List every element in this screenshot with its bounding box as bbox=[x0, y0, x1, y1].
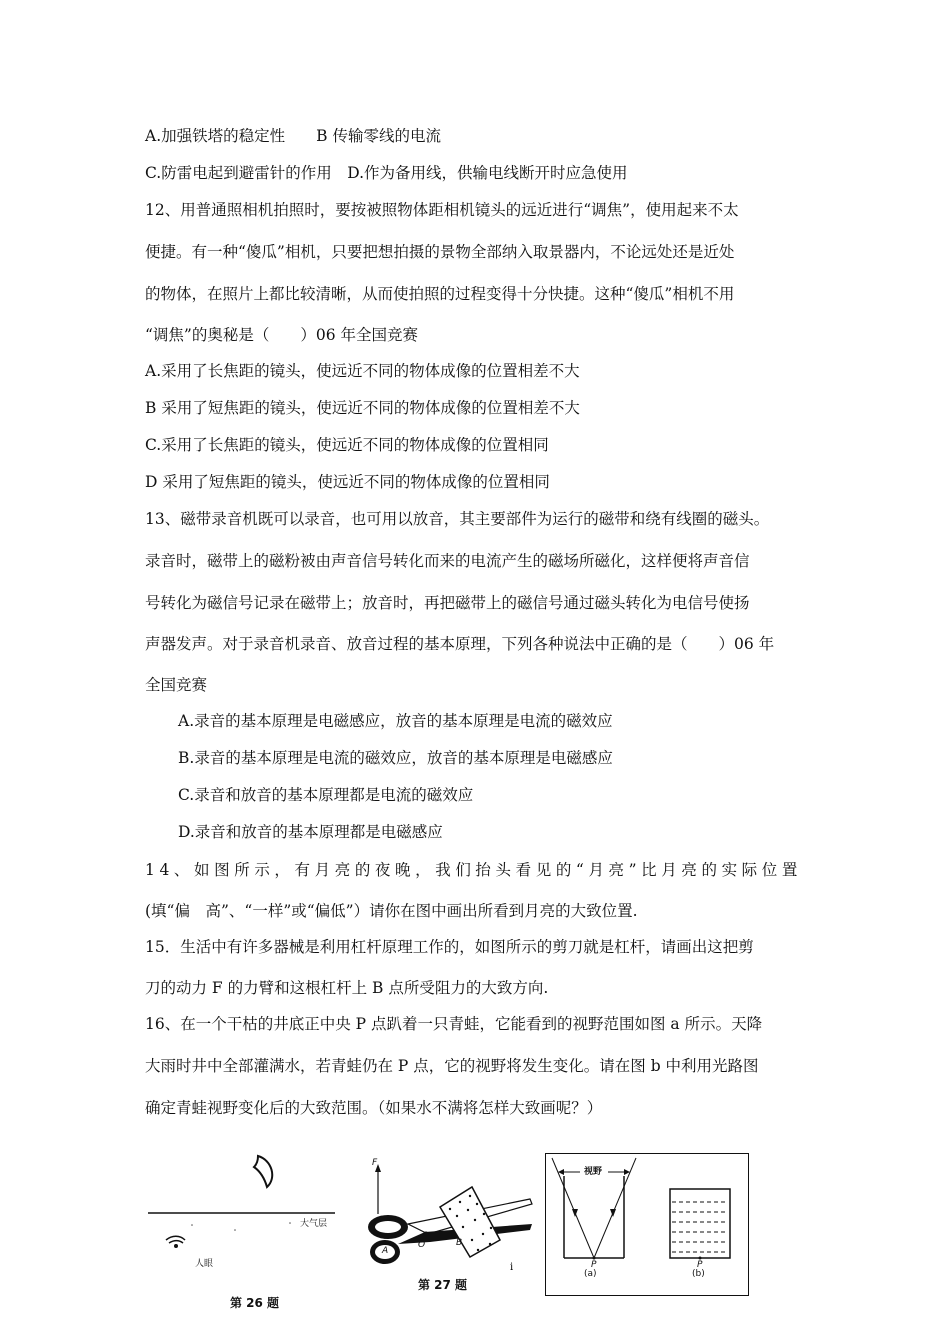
text-line-8: B 采用了短焦距的镜头，使远近不同的物体成像的位置相差不大 bbox=[145, 399, 580, 417]
text-line-14: 声器发声。对于录音机录音、放音过程的基本原理，下列各种说法中正确的是（ ）06 年 bbox=[145, 635, 775, 653]
label-f: F bbox=[372, 1158, 378, 1168]
well-diagram bbox=[546, 1154, 748, 1295]
text-line-6: “调焦”的奥秘是（ ）06 年全国竞赛 bbox=[145, 326, 418, 344]
svg-text:ⅰ: ⅰ bbox=[510, 1262, 514, 1273]
figure-26-caption: 第 26 题 bbox=[230, 1296, 280, 1310]
atmosphere-label: 大气层 bbox=[300, 1219, 328, 1229]
text-line-3: 12、用普通照相机拍照时，要按被照物体距相机镜头的远近进行“调焦”，使用起来不太 bbox=[145, 201, 739, 219]
eye-label: 人眼 bbox=[195, 1259, 214, 1269]
text-line-23: 刀的动力 F 的力臂和这根杠杆上 B 点所受阻力的大致方向. bbox=[145, 979, 549, 997]
text-line-22: 15．生活中有许多器械是利用杠杆原理工作的，如图所示的剪刀就是杠杆，请画出这把剪 bbox=[145, 938, 754, 956]
eye-icon bbox=[166, 1236, 185, 1240]
text-line-15: 全国竞赛 bbox=[145, 676, 208, 694]
label-p-b: P bbox=[697, 1260, 703, 1270]
text-line-1: A.加强铁塔的稳定性 B 传输零线的电流 bbox=[145, 127, 441, 145]
label-o: O bbox=[418, 1240, 426, 1250]
text-line-21: (填“偏 高”、“一样”或“偏低”）请你在图中画出所看到月亮的大致位置. bbox=[145, 902, 638, 920]
figure-well bbox=[545, 1153, 749, 1296]
moon-diagram bbox=[140, 1150, 340, 1315]
text-line-19: D.录音和放音的基本原理都是电磁感应 bbox=[178, 823, 443, 841]
text-line-25: 大雨时井中全部灌满水，若青蛙仍在 P 点，它的视野将发生变化。请在图 b 中利用光路图 bbox=[145, 1057, 759, 1075]
figure-27-caption: 第 27 题 bbox=[418, 1278, 468, 1292]
label-a: A bbox=[382, 1246, 389, 1256]
text-line-7: A.采用了长焦距的镜头，使远近不同的物体成像的位置相差不大 bbox=[145, 362, 580, 380]
text-line-18: C.录音和放音的基本原理都是电流的磁效应 bbox=[178, 786, 474, 804]
text-line-10: D 采用了短焦距的镜头，使远近不同的物体成像的位置相同 bbox=[145, 473, 550, 491]
label-a-panel: (a) bbox=[584, 1269, 597, 1279]
text-line-26: 确定青蛙视野变化后的大致范围。（如果水不满将怎样大致画呢？） bbox=[145, 1099, 603, 1117]
pivot-point bbox=[424, 1232, 429, 1237]
text-line-20: 14、如图所示，有月亮的夜晚，我们抬头看见的“月亮”比月亮的实际位置 bbox=[145, 861, 802, 879]
text-line-4: 便捷。有一种“傻瓜”相机，只要把想拍摄的景物全部纳入取景器内，不论远处还是近处 bbox=[145, 243, 735, 261]
text-line-12: 录音时，磁带上的磁粉被由声音信号转化而来的电流产生的磁场所磁化，这样便将声音信 bbox=[145, 552, 750, 570]
text-line-16: A.录音的基本原理是电磁感应，放音的基本原理是电流的磁效应 bbox=[178, 712, 613, 730]
text-line-2: C.防雷电起到避雷针的作用 D.作为备用线，供输电线断开时应急使用 bbox=[145, 164, 628, 182]
label-b: B bbox=[456, 1238, 463, 1248]
text-line-13: 号转化为磁信号记录在磁带上；放音时，再把磁带上的磁信号通过磁头转化为电信号使扬 bbox=[145, 594, 750, 612]
moon-icon bbox=[254, 1156, 272, 1187]
text-line-11: 13、磁带录音机既可以录音，也可用以放音，其主要部件为运行的磁带和绕有线圈的磁头。 bbox=[145, 510, 770, 528]
paper-piece bbox=[440, 1187, 500, 1257]
text-line-5: 的物体，在照片上都比较清晰，从而使拍照的过程变得十分快捷。这种“傻瓜”相机不用 bbox=[145, 285, 735, 303]
label-p-a: P bbox=[591, 1260, 597, 1270]
text-line-17: B.录音的基本原理是电流的磁效应，放音的基本原理是电磁感应 bbox=[178, 749, 613, 767]
text-line-9: C.采用了长焦距的镜头，使远近不同的物体成像的位置相同 bbox=[145, 436, 549, 454]
figure-moon bbox=[140, 1150, 340, 1315]
well-b-body bbox=[670, 1189, 730, 1258]
figure-scissors bbox=[350, 1152, 535, 1297]
view-label: 视野 bbox=[584, 1167, 603, 1177]
label-b-panel: (b) bbox=[692, 1269, 705, 1279]
text-line-24: 16、在一个干枯的井底正中央 P 点趴着一只青蛙，它能看到的视野范围如图 a 所示。天降 bbox=[145, 1015, 763, 1033]
